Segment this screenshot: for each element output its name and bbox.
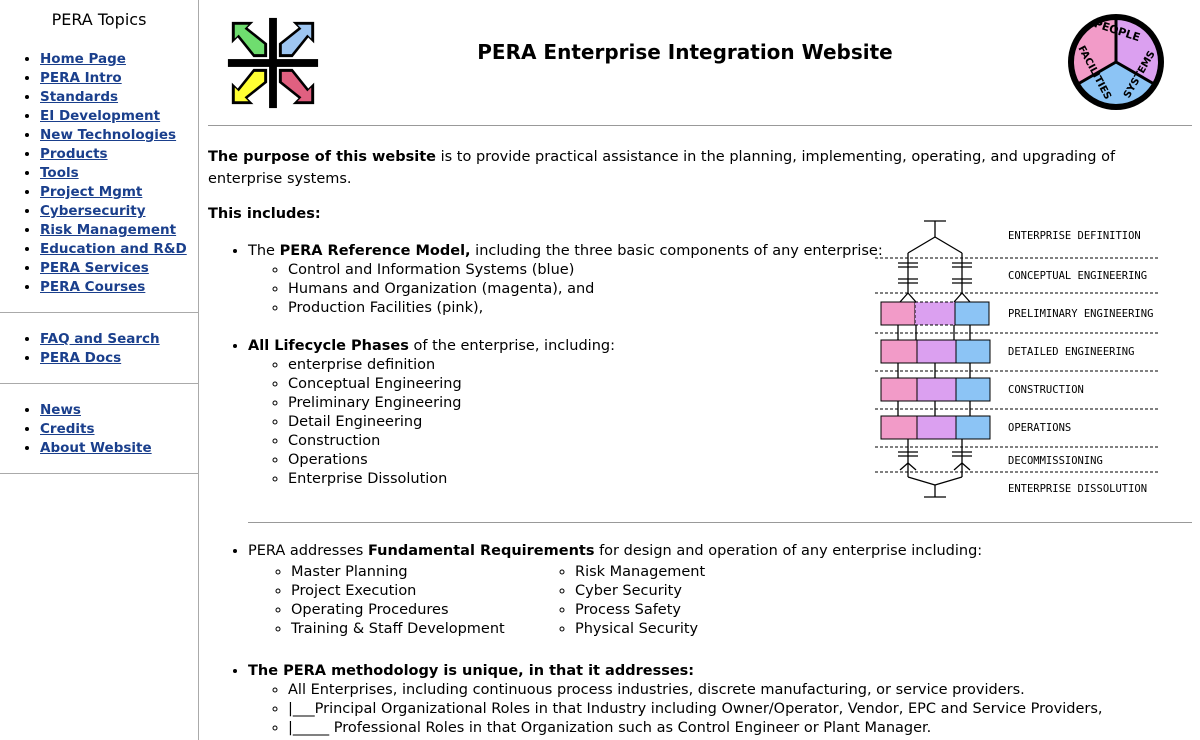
list-item: ◦ Project Execution [291,582,530,601]
list-item: ◦ enterprise definition [288,356,888,375]
about-website-link[interactable]: About Website [40,440,152,456]
diagram-label: CONSTRUCTION [1008,384,1084,396]
pera-intro-link[interactable]: PERA Intro [40,70,122,86]
list-item: ◦ Control and Information Systems (blue) [288,261,888,280]
list-item: ◦ |___Principal Organizational Roles in that Industry including Owner/Operator, Vendor, EPC and Service Providers, [288,700,1200,719]
lifecycle-item [248,337,888,489]
lifecycle-text: of the enterprise, including: [408,338,615,354]
list-item: ◦ Physical Security [575,620,705,639]
diagram-label: ENTERPRISE DISSOLUTION [1008,483,1148,495]
list-item: ◦ Master Planning [291,563,530,582]
sidebar-item-ei-development [40,107,198,126]
sidebar-item-pera-courses [40,278,198,297]
logo-text-people: PEOPLE [1092,17,1142,45]
list-item: ◦ Conceptual Engineering [288,375,888,394]
standards-link[interactable]: Standards [40,89,119,105]
people-systems-facilities-logo-icon [1066,12,1166,112]
list-item: ◦ All Enterprises, including continuous process industries, discrete manufacturing, or service providers. [288,681,1200,700]
section-divider [248,522,1192,523]
lifecycle-bold: All Lifecycle Phases [248,338,409,354]
sidebar-item-faq [40,330,198,349]
reference-model-bold: PERA Reference Model, [279,243,471,259]
news-link[interactable]: News [40,402,81,418]
sidebar-nav-main [0,38,198,312]
new-technologies-link[interactable]: New Technologies [40,127,177,143]
sidebar-item-cybersecurity [40,202,198,221]
reference-model-prefix: The [248,243,280,259]
education-link[interactable]: Education and R&D [40,241,187,257]
requirements-prefix: PERA addresses [248,543,368,559]
list-item: ◦ Detail Engineering [288,413,888,432]
reference-model-item [248,242,888,318]
risk-management-link[interactable]: Risk Management [40,222,177,238]
sidebar-item-pera-docs [40,349,198,368]
pera-arrows-logo-icon [224,14,322,112]
list-item: ◦ Training & Staff Development [291,620,530,639]
sidebar-item-education [40,240,198,259]
sidebar [0,0,199,740]
requirements-item [248,542,1200,561]
sidebar-item-tools [40,164,198,183]
diagram-label: PRELIMINARY ENGINEERING [1008,308,1154,320]
sidebar-title: PERA Topics [51,10,147,29]
requirements-text: for design and operation of any enterprise including: [594,543,983,559]
methodology-list [208,662,1200,738]
diagram-dividers [875,258,1160,472]
purpose-bold: The purpose of this website [208,149,436,165]
diagram-label: OPERATIONS [1008,422,1072,434]
sidebar-nav-about [0,384,198,473]
methodology-points [248,681,1200,738]
requirements-columns [208,563,1188,639]
requirements-left-column [248,563,530,639]
page-title: PERA Enterprise Integration Website [477,40,893,64]
credits-link[interactable]: Credits [40,421,95,437]
ei-development-link[interactable]: EI Development [40,108,161,124]
purpose-text: is to provide practical assistance in the planning, implementing, operating, and upgrading of enterprise systems. [208,149,1116,187]
sidebar-item-risk-management [40,221,198,240]
sidebar-item-new-technologies [40,126,198,145]
header-divider [208,125,1192,126]
sidebar-item-pera-services [40,259,198,278]
list-item: ◦ Humans and Organization (magenta), and [288,280,888,299]
list-item: ◦ |_____ Professional Roles in that Organization such as Control Engineer or Plant Manager. [288,719,1200,738]
pera-docs-link[interactable]: PERA Docs [40,350,122,366]
requirements-bold: Fundamental Requirements [367,543,595,559]
sidebar-item-about [40,439,198,458]
list-item: ◦ Enterprise Dissolution [288,470,888,489]
home-page-link[interactable]: Home Page [40,51,126,67]
sidebar-item-project-mgmt [40,183,198,202]
methodology-bold: The PERA methodology is unique, in that it addresses: [248,663,695,679]
requirements-columns-wrapper [208,563,1188,639]
reference-model-components [248,261,888,318]
sidebar-nav-help [0,313,198,383]
list-item: ◦ Construction [288,432,888,451]
diagram-label: DETAILED ENGINEERING [1008,346,1135,358]
purpose-statement [208,146,1183,190]
pera-services-link[interactable]: PERA Services [40,260,149,276]
list-item: ◦ Preliminary Engineering [288,394,888,413]
lifecycle-phases-diagram [870,215,1170,505]
includes-heading: This includes: [208,206,321,222]
requirements-right-column [530,563,705,639]
requirements-list [208,542,1200,561]
sidebar-item-standards [40,88,198,107]
sidebar-item-home [40,50,198,69]
sidebar-item-pera-intro [40,69,198,88]
sidebar-item-products [40,145,198,164]
logo-text-facilities: FACILITIES [1075,44,1113,102]
list-item: ◦ Process Safety [575,601,705,620]
list-item: ◦ Operations [288,451,888,470]
pera-courses-link[interactable]: PERA Courses [40,279,146,295]
diagram-label: DECOMMISSIONING [1008,455,1103,467]
sidebar-item-credits [40,420,198,439]
includes-list [208,242,888,489]
reference-model-text: including the three basic components of any enterprise: [470,243,883,259]
logo-text-systems: SYSTEMS [1121,49,1158,101]
faq-search-link[interactable]: FAQ and Search [40,331,160,347]
methodology-item [248,662,1200,738]
diagram-label: ENTERPRISE DEFINITION [1008,230,1141,242]
list-item: ◦ Cyber Security [575,582,705,601]
sidebar-item-news [40,401,198,420]
products-link[interactable]: Products [40,146,108,162]
list-item: ◦ Risk Management [575,563,705,582]
lifecycle-phases [248,356,888,489]
list-item: ◦ Production Facilities (pink), [288,299,888,318]
cybersecurity-link[interactable]: Cybersecurity [40,203,146,219]
list-item: ◦ Operating Procedures [291,601,530,620]
tools-link[interactable]: Tools [40,165,79,181]
sidebar-divider [0,473,198,474]
diagram-label: CONCEPTUAL ENGINEERING [1008,270,1148,282]
project-mgmt-link[interactable]: Project Mgmt [40,184,143,200]
